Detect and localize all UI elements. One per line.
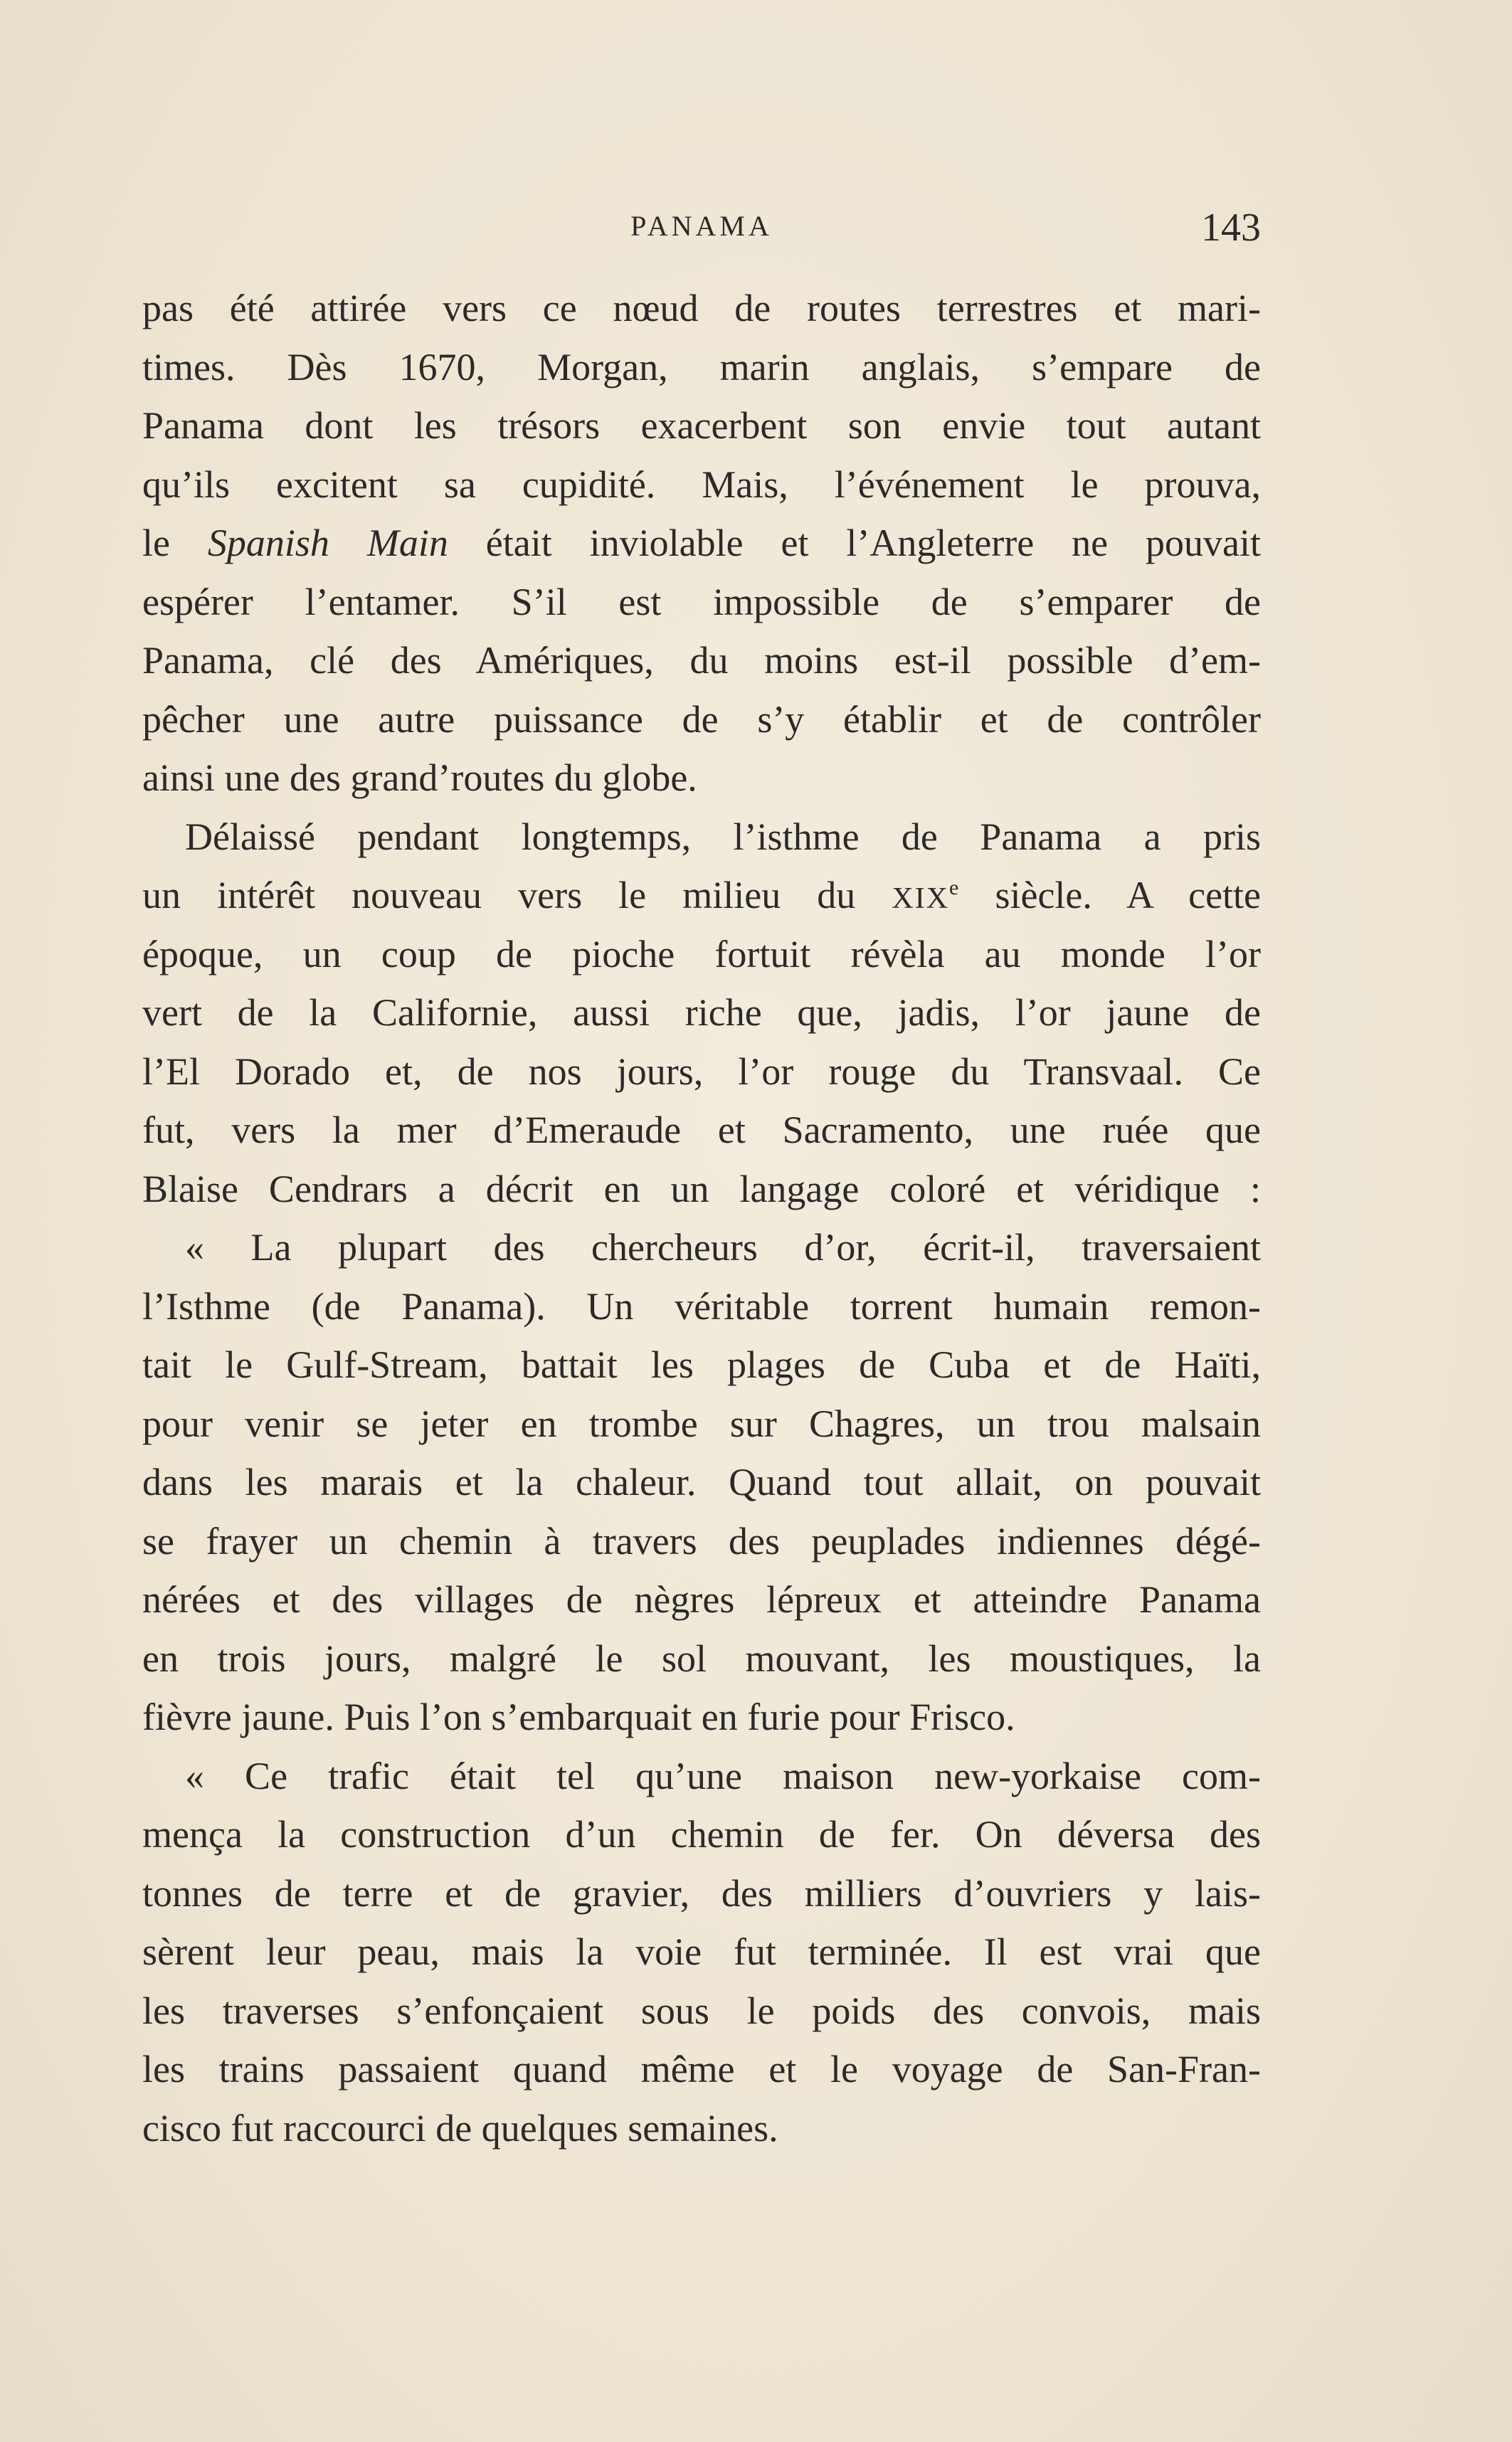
text-line: vert de la Californie, aussi riche que, jadis, l’or jaune de <box>142 991 1261 1034</box>
text-line: pêcher une autre puissance de s’y établir et de contrôler <box>142 697 1261 741</box>
text-fragment: siècle. A cette <box>995 874 1261 916</box>
text-line: pas été attirée vers ce nœud de routes terrestres et mari- <box>142 287 1261 329</box>
text-line: les traverses s’enfonçaient sous le poids des convois, mais <box>142 1989 1261 2032</box>
text-fragment: un intérêt nouveau vers le milieu du <box>142 874 856 916</box>
text-line: « Ce trafic était tel qu’une maison new-yorkaise com- <box>185 1754 1261 1797</box>
text-line: tait le Gulf-Stream, battait les plages de Cuba et de Haïti, <box>142 1343 1261 1386</box>
text-fragment: le <box>142 522 170 564</box>
text-line: les trains passaient quand même et le voyage de San-Fran- <box>142 2048 1261 2090</box>
superscript: e <box>949 876 959 899</box>
text-line: ainsi une des grand’routes du globe. <box>142 756 697 799</box>
text-line: tonnes de terre et de gravier, des milliers d’ouvriers y lais- <box>142 1871 1261 1915</box>
text-line: fièvre jaune. Puis l’on s’embarquait en furie pour Frisco. <box>142 1696 1015 1738</box>
text-line: se frayer un chemin à travers des peuplades indiennes dégé- <box>142 1519 1261 1563</box>
text-line: en trois jours, malgré le sol mouvant, les moustiques, la <box>142 1637 1261 1680</box>
text-line <box>142 866 1261 925</box>
small-caps-century: XIX <box>892 882 950 915</box>
text-line: fut, vers la mer d’Emeraude et Sacramento, une ruée que <box>142 1109 1261 1151</box>
text-line: cisco fut raccourci de quelques semaines. <box>142 2106 778 2150</box>
italic-term: Spanish Main <box>207 522 448 564</box>
text-line: dans les marais et la chaleur. Quand tout allait, on pouvait <box>142 1461 1261 1503</box>
text-line: mença la construction d’un chemin de fer. On déversa des <box>142 1813 1261 1856</box>
running-title: PANAMA <box>630 210 773 242</box>
text-line: Blaise Cendrars a décrit en un langage coloré et véridique : <box>142 1167 1261 1210</box>
text-line: pour venir se jeter en trombe sur Chagres, un trou malsain <box>142 1402 1261 1445</box>
running-head <box>142 199 1261 270</box>
text-line: times. Dès 1670, Morgan, marin anglais, s’empare de <box>142 345 1261 388</box>
text-line: nérées et des villages de nègres lépreux et atteindre Panama <box>142 1578 1261 1621</box>
text-fragment: était inviolable et l’Angleterre ne pouvait <box>485 522 1261 564</box>
text-line: espérer l’entamer. S’il est impossible de s’emparer de <box>142 580 1261 623</box>
text-line: qu’ils excitent sa cupidité. Mais, l’événement le prouva, <box>142 462 1261 506</box>
text-line: Panama, clé des Amériques, du moins est-il possible d’em- <box>142 639 1261 682</box>
text-line: l’Isthme (de Panama). Un véritable torrent humain remon- <box>142 1284 1261 1328</box>
text-line: sèrent leur peau, mais la voie fut terminée. Il est vrai que <box>142 1930 1261 1973</box>
text-line: Délaissé pendant longtemps, l’isthme de Panama a pris <box>185 815 1261 858</box>
text-line: « La plupart des chercheurs d’or, écrit-il, traversaient <box>185 1226 1261 1269</box>
text-line: Panama dont les trésors exacerbent son envie tout autant <box>142 404 1261 447</box>
page-number: 143 <box>1201 206 1261 250</box>
text-line <box>142 514 1261 573</box>
text-line: époque, un coup de pioche fortuit révèla au monde l’or <box>142 932 1261 976</box>
text-line: l’El Dorado et, de nos jours, l’or rouge du Transvaal. Ce <box>142 1050 1261 1093</box>
body-text <box>142 279 1261 2157</box>
